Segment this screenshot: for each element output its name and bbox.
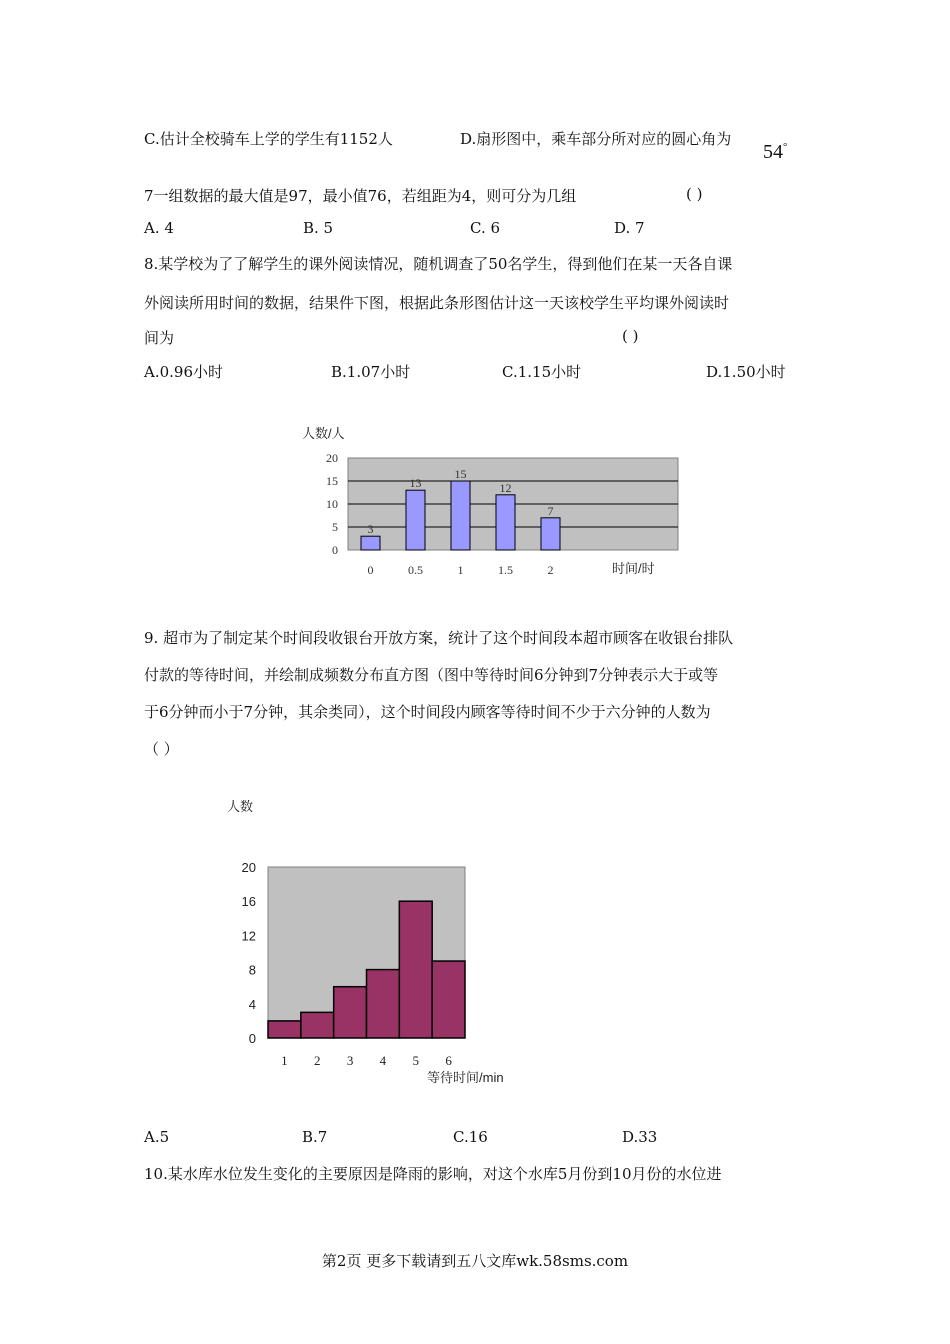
q9-option-c: C.16 xyxy=(453,1128,488,1146)
q9-option-a: A.5 xyxy=(144,1128,170,1146)
y-tick-label: 4 xyxy=(248,996,256,1012)
q8-answer-paren: ( ) xyxy=(622,327,639,345)
data-label: 15 xyxy=(454,467,467,481)
histogram-bar xyxy=(367,970,400,1038)
q8-stem-line-3: 间为 xyxy=(144,329,175,347)
bar xyxy=(406,490,425,550)
q7-stem: 7一组数据的最大值是97，最小值76，若组距为4，则可分为几组 xyxy=(144,187,577,205)
q9-stem-line-2: 付款的等待时间，并绘制成频数分布直方图（图中等待时间6分钟到7分钟表示大于或等 xyxy=(144,666,719,684)
q9-stem-line-3: 于6分钟而小于7分钟，其余类同），这个时间段内顾客等待时间不少于六分钟的人数为 xyxy=(144,703,711,721)
q9-option-d: D.33 xyxy=(622,1128,658,1146)
q6-option-c: C.估计全校骑车上学的学生有1152人 xyxy=(144,130,393,148)
page-footer: 第2页 更多下载请到五八文库wk.58sms.com xyxy=(321,1252,629,1270)
x-tick-label: 6 xyxy=(445,1053,452,1068)
q8-option-a: A.0.96小时 xyxy=(144,363,223,381)
data-label: 13 xyxy=(409,476,422,491)
x-tick-label: 2 xyxy=(314,1053,321,1068)
histogram-bar xyxy=(301,1012,334,1038)
y-tick-label: 5 xyxy=(332,520,338,534)
q6-angle-value xyxy=(763,141,787,164)
x-axis-title: 时间/时 xyxy=(612,561,655,576)
x-tick-label: 2 xyxy=(547,563,554,577)
reading-time-bar-chart xyxy=(290,420,680,585)
q8-option-c: C.1.15小时 xyxy=(502,363,582,381)
y-tick-label: 10 xyxy=(326,497,338,511)
q8-stem-line-2: 外阅读所用时间的数据，结果件下图，根据此条形图估计这一天该校学生平均课外阅读时 xyxy=(144,294,730,312)
q6-angle-degree: ° xyxy=(783,141,788,153)
q8-stem-line-1: 8.某学校为了了解学生的课外阅读情况，随机调查了50名学生，得到他们在某一天各自课 xyxy=(144,255,733,273)
q9-stem-line-1: 9. 超市为了制定某个时间段收银台开放方案，统计了这个时间段本超市顾客在收银台排队 xyxy=(144,629,734,647)
data-label: 12 xyxy=(499,480,512,495)
y-tick-label: 0 xyxy=(248,1031,256,1046)
y-tick-label: 15 xyxy=(326,474,338,488)
data-label: 3 xyxy=(367,522,374,537)
q6-option-d xyxy=(460,128,731,149)
y-tick-label: 16 xyxy=(241,894,256,910)
q7-answer-paren: ( ) xyxy=(686,185,703,203)
q6-angle-number: 54 xyxy=(763,141,783,163)
y-axis-title: 人数 xyxy=(227,799,254,814)
y-axis-title: 人数/人 xyxy=(302,426,345,441)
y-tick-label: 8 xyxy=(248,962,256,978)
q8-option-d: D.1.50小时 xyxy=(706,363,786,381)
bar xyxy=(496,495,515,550)
y-tick-label: 20 xyxy=(326,451,338,465)
bar xyxy=(451,481,470,550)
q7-option-d: D. 7 xyxy=(614,219,645,237)
q6-option-d-text: D.扇形图中，乘车部分所对应的圆心角为 xyxy=(460,130,732,148)
histogram-bar xyxy=(268,1021,301,1038)
bar xyxy=(541,518,560,550)
q9-option-b: B.7 xyxy=(302,1128,328,1146)
bar xyxy=(361,536,380,550)
q8-option-b: B.1.07小时 xyxy=(331,363,411,381)
y-tick-label: 0 xyxy=(332,543,338,557)
q7-option-b: B. 5 xyxy=(303,219,334,237)
x-tick-label: 4 xyxy=(379,1053,387,1068)
histogram-bar xyxy=(432,961,465,1038)
x-tick-label: 1 xyxy=(281,1053,288,1068)
q7-option-a: A. 4 xyxy=(144,219,174,237)
x-tick-label: 3 xyxy=(346,1053,354,1068)
q7-option-c: C. 6 xyxy=(470,219,501,237)
histogram-bar xyxy=(399,901,432,1038)
q9-stem-line-4: （ ） xyxy=(144,740,179,758)
x-tick-label: 1 xyxy=(457,563,464,577)
x-tick-label: 0.5 xyxy=(408,563,423,577)
x-tick-label: 1.5 xyxy=(498,563,513,577)
q10-stem: 10.某水库水位发生变化的主要原因是降雨的影响，对这个水库5月份到10月份的水位进 xyxy=(144,1165,722,1183)
x-axis-title: 等待时间/min xyxy=(427,1070,504,1085)
x-tick-label: 0 xyxy=(367,563,374,577)
y-tick-label: 12 xyxy=(241,928,256,944)
y-tick-label: 20 xyxy=(241,860,256,875)
histogram-bar xyxy=(334,987,367,1038)
data-label: 7 xyxy=(547,503,554,518)
waiting-time-histogram xyxy=(220,790,530,1090)
x-tick-label: 5 xyxy=(412,1053,419,1068)
